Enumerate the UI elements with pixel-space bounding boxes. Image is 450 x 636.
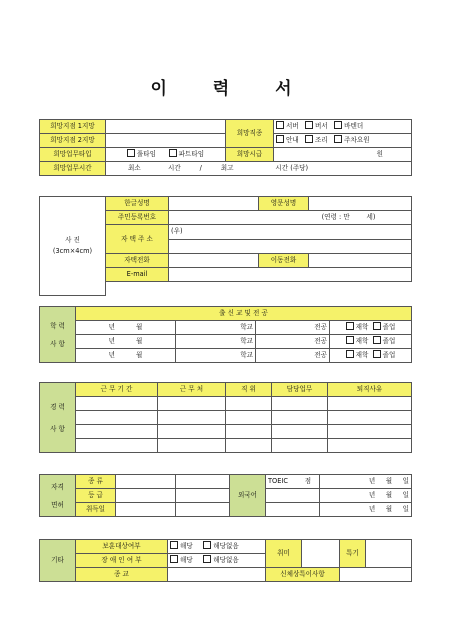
reason-header: 퇴직사유 [328,383,412,397]
parking-checkbox[interactable] [334,135,342,143]
lang-date-3[interactable] [320,503,412,517]
skill-field[interactable] [366,540,412,568]
wage-unit: 원 [376,150,384,158]
lang-date-2[interactable] [320,489,412,503]
hobby-field[interactable] [302,540,340,568]
fulltime-label: 풀타임 [136,150,157,158]
guide-checkbox[interactable] [276,135,284,143]
branch-2-field[interactable] [106,134,226,148]
korean-name-label: 한글성명 [106,197,169,211]
career-cell[interactable] [272,397,328,411]
education-side-2: 사 항 [50,339,65,348]
veteran-options [168,540,266,554]
grade-field-2[interactable] [176,489,230,503]
career-cell[interactable] [76,411,158,425]
parttime-checkbox[interactable] [169,149,177,157]
branch-2-label: 희망지점 2지망 [40,134,106,148]
career-cell[interactable] [328,397,412,411]
year-label: 년 [108,323,116,331]
branch-1-field[interactable] [106,120,226,134]
preference-table [39,119,412,176]
slash: / [199,164,202,172]
career-row [40,439,412,453]
personal-table [39,196,412,296]
education-row [40,321,412,335]
career-cell[interactable] [76,439,158,453]
body-field[interactable] [340,568,412,582]
career-side-2: 사 항 [50,424,65,433]
period-header: 근 무 기 간 [76,383,158,397]
veteran-label: 보훈대상여부 [76,540,168,554]
blank-row [106,282,412,296]
graduated-label: 졸업 [382,323,396,331]
bartender-checkbox[interactable] [334,121,342,129]
photo-label: 사 진 [65,235,80,244]
disabled-yes-checkbox[interactable] [170,555,178,563]
career-cell[interactable] [158,397,226,411]
career-cell[interactable] [272,425,328,439]
career-side-1: 경 력 [50,402,65,411]
duty-header: 담당업무 [272,383,328,397]
hour-week-label: 시간 (주당) [275,164,309,172]
school-label[interactable]: 학교 [176,321,256,335]
date-label: 취득일 [76,503,116,517]
veteran-no-checkbox[interactable] [203,541,211,549]
etc-table [39,539,412,582]
career-cell[interactable] [226,411,272,425]
work-hours-field[interactable] [106,162,412,176]
month-label: 월 [135,323,143,331]
career-cell[interactable] [272,439,328,453]
job-options-row1 [274,120,412,134]
graduated-checkbox[interactable] [373,322,381,330]
year-label: 년 [108,351,116,359]
toeic-label: TOEIC [268,477,288,485]
server-label: 서버 [286,122,299,130]
month-label: 월 [385,477,393,485]
wage-field[interactable] [274,148,412,162]
year-label: 년 [368,477,376,485]
career-cell[interactable] [272,411,328,425]
job-label: 희망직종 [226,120,274,148]
mobile-label: 이동전화 [259,254,309,268]
parttime-label: 파트타임 [178,150,205,158]
toeic-cell[interactable] [266,475,320,489]
education-row [40,335,412,349]
photo-box[interactable] [40,197,106,296]
rrn-label: 주민등록번호 [106,211,169,225]
work-type-label: 희망업무타입 [40,148,106,162]
career-cell[interactable] [226,439,272,453]
career-cell[interactable] [76,397,158,411]
career-cell[interactable] [158,425,226,439]
fulltime-checkbox[interactable] [127,149,135,157]
work-hours-label: 희망업무시간 [40,162,106,176]
bartender-label: 바텐더 [344,122,364,130]
enrolled-checkbox[interactable] [346,350,354,358]
enrolled-label: 재학 [355,351,369,359]
year-label: 년 [108,337,116,345]
career-row [40,397,412,411]
major-label[interactable]: 전공 [256,335,330,349]
grade-label: 등 급 [76,489,116,503]
year-label: 년 [368,491,376,499]
skill-label: 특기 [340,540,366,568]
graduated-checkbox[interactable] [373,350,381,358]
email-field[interactable] [169,268,412,282]
etc-side-label: 기타 [40,540,76,582]
home-tel-field[interactable] [169,254,259,268]
kind-field-2[interactable] [176,475,230,489]
enrolled-checkbox[interactable] [346,322,354,330]
wage-label: 희망시급 [226,148,274,162]
career-side-label [40,383,76,453]
date-field-2[interactable] [176,503,230,517]
workplace-header: 근 무 처 [158,383,226,397]
graduated-label: 졸업 [382,337,396,345]
parking-label: 주차요원 [344,136,370,144]
body-label: 신체상특이사항 [266,568,340,582]
guide-label: 안내 [286,136,299,144]
career-cell[interactable] [76,425,158,439]
position-header: 직 위 [226,383,272,397]
career-cell[interactable] [328,439,412,453]
server-checkbox[interactable] [276,121,284,129]
email-label: E-mail [106,268,169,282]
postal-mark: (우) [171,227,183,236]
major-label[interactable]: 전공 [256,349,330,363]
career-cell[interactable] [328,425,412,439]
day-label: 일 [402,477,409,485]
hour-label: 시간 [168,164,181,172]
score-label: 점 [304,477,312,485]
license-side-label [40,475,76,517]
photo-size: (3cm×4cm) [52,246,93,255]
home-tel-label: 자택전화 [106,254,169,268]
enrolled-checkbox[interactable] [346,336,354,344]
no-label: 해당없음 [213,556,239,564]
yes-label: 해당 [180,556,193,564]
license-side-2: 면허 [51,500,64,509]
veteran-yes-checkbox[interactable] [170,541,178,549]
cook-label: 조리 [315,136,328,144]
disabled-label: 장 애 인 여 부 [76,554,168,568]
date-field[interactable] [116,503,176,517]
career-cell[interactable] [328,411,412,425]
page-title: 이 력 서 [150,79,312,99]
enrolled-label: 재학 [355,323,369,331]
disabled-options [168,554,266,568]
career-cell[interactable] [226,425,272,439]
month-label: 월 [135,337,143,345]
graduated-checkbox[interactable] [373,336,381,344]
education-table [39,306,412,363]
education-side-label [40,307,76,363]
school-label[interactable]: 학교 [176,349,256,363]
career-cell[interactable] [158,411,226,425]
month-label: 월 [385,505,393,513]
school-label[interactable]: 학교 [176,335,256,349]
career-cell[interactable] [226,397,272,411]
branch-1-label: 희망지점 1지망 [40,120,106,134]
lang-date-1[interactable] [320,475,412,489]
kind-label: 종 류 [76,475,116,489]
max-label: 최고 [220,164,234,172]
address-field-1[interactable] [169,225,412,240]
lang-field-3[interactable] [266,503,320,517]
month-label: 월 [385,491,393,499]
english-name-field[interactable] [309,197,412,211]
education-header: 출 신 교 및 전 공 [76,307,412,321]
year-label: 년 [368,505,376,513]
enrolled-label: 재학 [355,337,369,345]
age-label: (연령 : 만 [321,213,350,221]
lang-field-2[interactable] [266,489,320,503]
busser-checkbox[interactable] [305,121,313,129]
english-name-label: 영문성명 [259,197,309,211]
career-cell[interactable] [158,439,226,453]
license-side-1: 자격 [51,482,64,491]
grade-field[interactable] [116,489,176,503]
education-row [40,349,412,363]
job-options-row2 [274,134,412,148]
address-label: 자 택 주 소 [106,225,169,254]
license-table [39,474,412,517]
rrn-field[interactable] [169,211,412,225]
mobile-field[interactable] [309,254,412,268]
disabled-no-checkbox[interactable] [203,555,211,563]
min-label: 최소 [128,164,141,172]
no-label: 해당없음 [213,542,239,550]
yes-label: 해당 [180,542,193,550]
hobby-label: 취미 [266,540,302,568]
day-label: 일 [402,491,409,499]
korean-name-field[interactable] [169,197,259,211]
education-side-1: 학 력 [50,321,65,330]
day-label: 일 [402,505,409,513]
busser-label: 버서 [315,122,328,130]
religion-field[interactable] [168,568,266,582]
kind-field[interactable] [116,475,176,489]
graduated-label: 졸업 [382,351,396,359]
age-unit: 세) [366,213,376,221]
cook-checkbox[interactable] [305,135,313,143]
career-row [40,411,412,425]
career-row [40,425,412,439]
language-label: 외국어 [230,475,266,517]
religion-label: 종 교 [76,568,168,582]
major-label[interactable]: 전공 [256,321,330,335]
career-table [39,382,412,453]
work-type-options [106,148,226,162]
month-label: 월 [135,351,143,359]
address-field-2[interactable] [169,239,412,254]
